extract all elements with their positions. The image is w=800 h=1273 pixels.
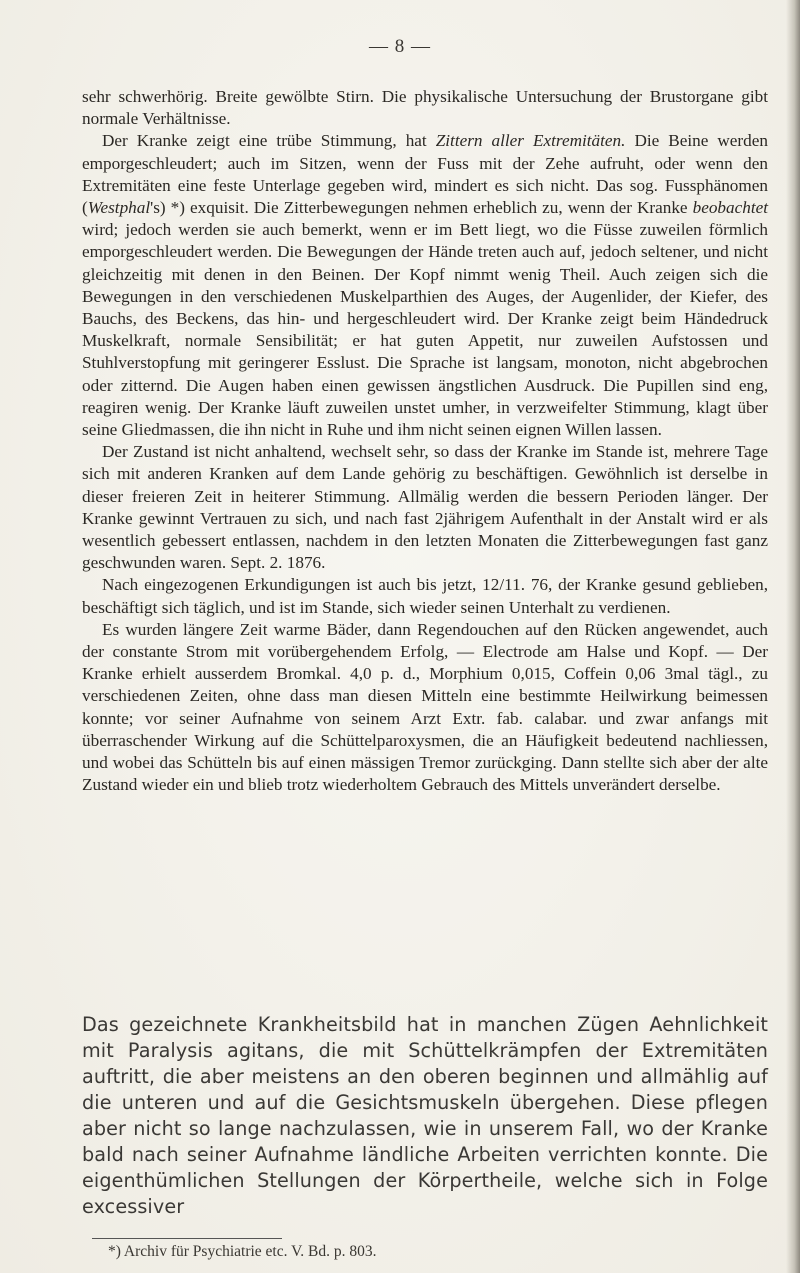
paragraph-2-part-b: Die Beine werden emporgeschleudert; auch im Sitzen, wenn der Fuss mit der Zehe aufruht, oder wenn den Extremitäten eine feste Unterlage gegeben wird, mindert es sich nicht. Das sog. Fussphänomen ( xyxy=(82,131,768,218)
page-edge-shadow xyxy=(786,0,800,1273)
paragraph-2-part-a: Der Kranke zeigt eine trübe Stimmung, hat xyxy=(102,131,436,151)
paragraph-2-italic-3: beobachtet xyxy=(692,198,768,218)
paragraph-3: Der Zustand ist nicht anhaltend, wechselt sehr, so dass der Kranke im Stande ist, mehrere Tage sich mit anderen Kranken auf dem Lande gehörig zu beschäftigen. Gewöhnlich ist derselbe in dieser freieren Zeit in heiterer Stimmung. Allmälig werden die bessern Perioden länger. Der Kranke gewinnt Vertrauen zu sich, und nach fast 2jährigem Aufenthalt in der Anstalt wird er als wesentlich gebessert entlassen, nachdem in den letzten Monaten die Zitterbewegungen fast ganz geschwunden waren. Sept. 2. 1876. xyxy=(82,442,768,573)
paragraph-2-part-c: 's) *) exquisit. Die Zitterbewegungen nehmen erheblich zu, wenn der Kranke xyxy=(150,198,693,218)
paragraph-6: Das gezeichnete Krankheitsbild hat in manchen Zügen Aehnlichkeit mit Paralysis agitans, die mit Schüttelkrämpfen der Extremitäten auftritt, die aber meistens an den oberen beginnen und allmählig auf die unteren und auf die Gesichtsmuskeln übergehen. Diese pflegen aber nicht so lange nachzulassen, wie in unserem Fall, wo der Kranke bald nach seiner Aufnahme ländliche Arbeiten verrichten konnte. Die eigenthümlichen Stellungen der Körpertheile, welche sich in Folge excessiver xyxy=(82,1013,768,1218)
paragraph-1: sehr schwerhörig. Breite gewölbte Stirn. Die physikalische Untersuchung der Brustorgane gibt normale Verhältnisse. xyxy=(82,87,768,129)
paragraph-2 xyxy=(82,130,768,441)
paragraph-2-italic-2: Westphal xyxy=(87,198,151,218)
typeset-paragraph xyxy=(82,1012,768,1220)
paragraph-2-part-d: wird; jedoch werden sie auch bemerkt, wenn er im Bett liegt, wo die Füsse zuweilen förmlich emporgeschleudert werden. Die Bewegungen der Hände treten auch auf, jedoch seltener, und nicht gleichzeitig mit denen in den Beinen. Der Kopf nimmt wenig Theil. Auch zeigen sich die Bewegungen in den verschiedenen Muskelparthien des Auges, der Augenlider, der Kiefer, des Bauchs, des Beckens, das hin- und hergeschleudert wird. Der Kranke zeigt beim Händedruck Muskelkraft, normale Sensibilität; er hat guten Appetit, nur zuweilen Aufstossen und Stuhlverstopfung mit geringerer Esslust. Die Sprache ist langsam, monoton, nicht abgebrochen oder zitternd. Die Augen haben einen gewissen ängstlichen Ausdruck. Die Pupillen sind eng, reagiren wenig. Der Kranke läuft zuweilen unstet umher, in verzweifelter Stimmung, klagt über seine Gliedmassen, die ihn nicht in Ruhe und ihm nicht seinen eignen Willen lassen. xyxy=(82,220,768,440)
paragraph-4: Nach eingezogenen Erkundigungen ist auch bis jetzt, 12/11. 76, der Kranke gesund geblieben, beschäftigt sich täglich, und ist im Stande, sich wieder seinen Unterhalt zu verdienen. xyxy=(82,575,768,617)
footnote-divider xyxy=(92,1238,282,1239)
paragraph-5: Es wurden längere Zeit warme Bäder, dann Regendouchen auf den Rücken angewendet, auch der constante Strom mit vorübergehendem Erfolg, — Electrode am Halse und Kopf. — Der Kranke erhielt ausserdem Bromkal. 4,0 p. d., Morphium 0,015, Coffein 0,06 3mal tägl., zu verschiedenen Zeiten, ohne dass man diesen Mitteln eine bestimmte Heilwirkung beimessen konnte; vor seiner Aufnahme von seinem Arzt Extr. fab. calabar. und zwar anfangs mit überraschender Wirkung auf die Schüttelparoxysmen, die an Häufigkeit bedeutend nachliessen, und wobei das Schütteln bis auf einen mässigen Tremor zurückging. Dann stellte sich aber der alte Zustand wieder ein und blieb trotz wiederholtem Gebrauch des Mittels unverändert derselbe. xyxy=(82,619,768,795)
paragraph-2-italic-1: Zittern aller Extremitäten. xyxy=(435,131,626,151)
footnote: *) Archiv für Psychiatrie etc. V. Bd. p. 803. xyxy=(108,1243,377,1260)
page-body xyxy=(82,86,768,797)
page-number-header: — 8 — xyxy=(369,36,431,57)
